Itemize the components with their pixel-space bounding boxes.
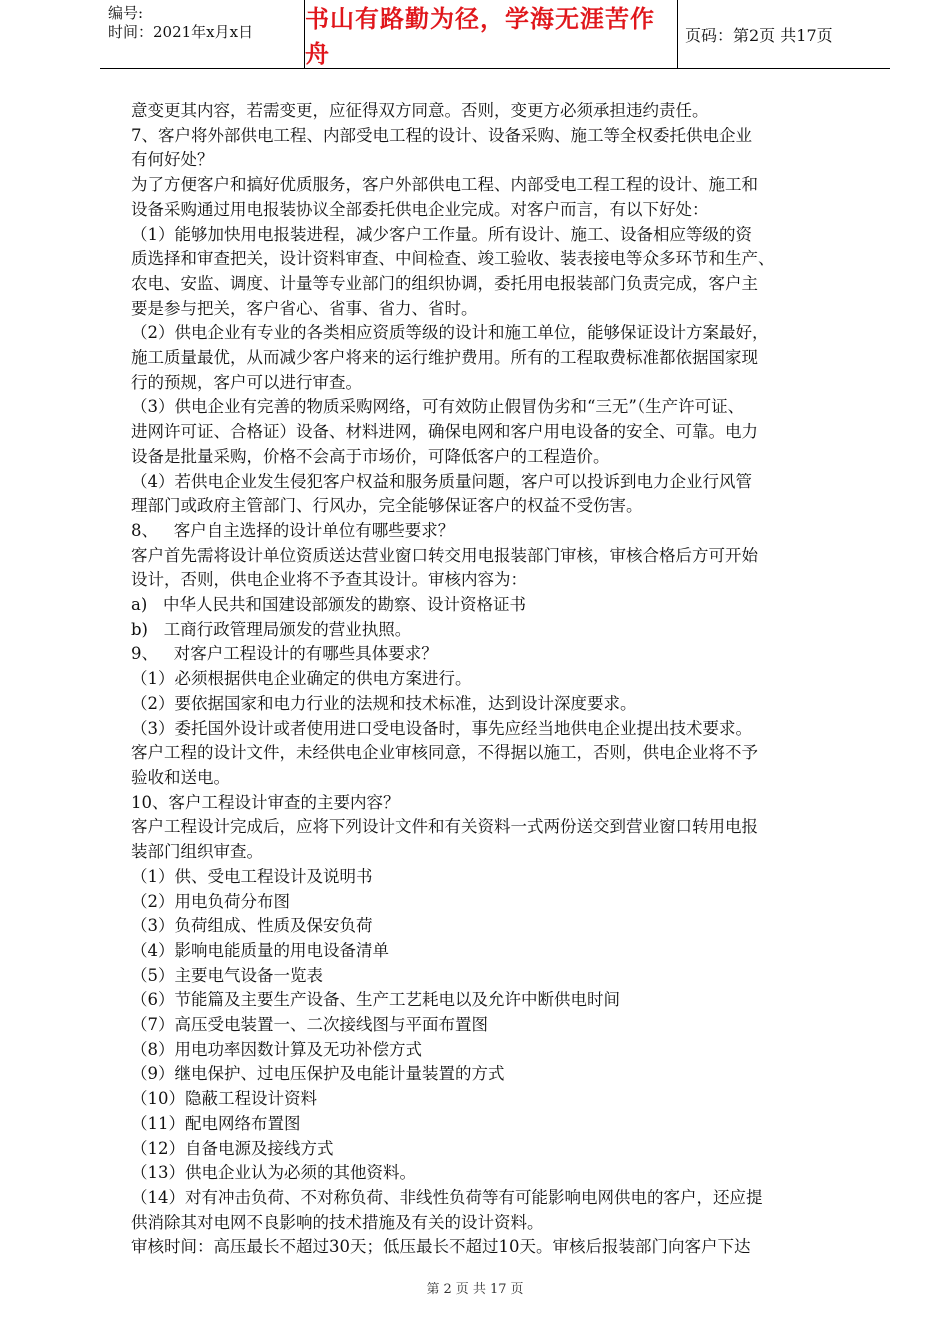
body-text-line: （1）能够加快用电报装进程，减少客户工作量。所有设计、施工、设备相应等级的资 xyxy=(131,224,752,244)
body-text-line: 8、 客户自主选择的设计单位有哪些要求？ xyxy=(131,520,455,540)
footer-page-mid: 页 共 xyxy=(455,1282,486,1297)
header-motto: 书山有路勤为径，学海无涯苦作舟 xyxy=(305,5,655,68)
header-motto-cell xyxy=(305,0,678,68)
body-text-line: 审核时间：高压最长不超过30天；低压最长不超过10天。审核后报装部门向客户下达 xyxy=(131,1237,751,1257)
body-text-line: 装部门组织审查。 xyxy=(131,842,263,862)
body-text-line: （7）高压受电装置一、二次接线图与平面布置图 xyxy=(131,1015,488,1035)
body-text-line: 质选择和审查把关，设计资料审查、中间检查、竣工验收、装表接电等众多环节和生产、 xyxy=(131,249,775,269)
body-text-line: （9）继电保护、过电压保护及电能计量装置的方式 xyxy=(131,1064,505,1084)
body-text-line: 设计，否则，供电企业将不予查其设计。审核内容为： xyxy=(131,570,527,590)
body-text-line: （13）供电企业认为必须的其他资料。 xyxy=(131,1163,416,1183)
body-text-line: （8）用电功率因数计算及无功补偿方式 xyxy=(131,1039,422,1059)
footer-page-suffix: 页 xyxy=(510,1282,524,1297)
body-text-line: （4）若供电企业发生侵犯客户权益和服务质量问题，客户可以投诉到电力企业行风管 xyxy=(131,471,752,491)
body-text-line: （1）供、受电工程设计及说明书 xyxy=(131,866,373,886)
body-text-line: （6）节能篇及主要生产设备、生产工艺耗电以及允许中断供电时间 xyxy=(131,990,620,1010)
document-time-label: 时间：2021年x月x日 xyxy=(108,23,254,41)
body-text-line: b) 工商行政管理局颁发的营业执照。 xyxy=(131,619,412,639)
body-text-line: （10）隐蔽工程设计资料 xyxy=(131,1089,317,1109)
body-text-line: 设备是批量采购，价格不会高于市场价，可降低客户的工程造价。 xyxy=(131,446,610,466)
body-text-line: 供消除其对电网不良影响的技术措施及有关的设计资料。 xyxy=(131,1212,544,1232)
footer-page-total: 17 xyxy=(489,1282,507,1297)
body-text-line: （3）供电企业有完善的物质采购网络，可有效防止假冒伪劣和“三无”（生产许可证、 xyxy=(131,397,745,417)
document-number-label: 编号: xyxy=(108,4,144,22)
header-meta xyxy=(100,0,305,68)
header-page-label: 页码：第2页 共17页 xyxy=(685,25,833,45)
body-text-line: 有何好处？ xyxy=(131,150,214,170)
body-text-line: （2）供电企业有专业的各类相应资质等级的设计和施工单位，能够保证设计方案最好， xyxy=(131,323,769,343)
body-text-line: （3）负荷组成、性质及保安负荷 xyxy=(131,916,373,936)
body-text-line: 验收和送电。 xyxy=(131,767,230,787)
body-text-line: 9、 对客户工程设计的有哪些具体要求？ xyxy=(131,644,438,664)
body-text-line: 客户首先需将设计单位资质送达营业窗口转交用电报装部门审核，审核合格后方可开始 xyxy=(131,545,758,565)
body-text-line: 要是参与把关，客户省心、省事、省力、省时。 xyxy=(131,298,478,318)
body-text-line: 设备采购通过用电报装协议全部委托供电企业完成。对客户而言，有以下好处： xyxy=(131,199,709,219)
body-text-line: 10、客户工程设计审查的主要内容？ xyxy=(131,792,400,812)
body-text-line: （4）影响电能质量的用电设备清单 xyxy=(131,940,389,960)
body-text-line: （2）要依据国家和电力行业的法规和技术标准，达到设计深度要求。 xyxy=(131,693,637,713)
body-text-line: （2）用电负荷分布图 xyxy=(131,891,290,911)
body-text-line: 农电、安监、调度、计量等专业部门的组织协调，委托用电报装部门负责完成，客户主 xyxy=(131,273,758,293)
body-text-line: 施工质量最优，从而减少客户将来的运行维护费用。所有的工程取费标准都依据国家现 xyxy=(131,348,758,368)
body-text-line: 客户工程的设计文件，未经供电企业审核同意，不得据以施工，否则，供电企业将不予 xyxy=(131,743,758,763)
body-text-line: （14）对有冲击负荷、不对称负荷、非线性负荷等有可能影响电网供电的客户，还应提 xyxy=(131,1187,763,1207)
body-text-line: 意变更其内容，若需变更，应征得双方同意。否则，变更方必须承担违约责任。 xyxy=(131,101,709,120)
body-text-line: 客户工程设计完成后，应将下列设计文件和有关资料一式两份送交到营业窗口转用电报 xyxy=(131,817,758,837)
body-text-line: 理部门或政府主管部门、行风办，完全能够保证客户的权益不受伤害。 xyxy=(131,496,643,516)
body-text-line: 7、客户将外部供电工程、内部受电工程的设计、设备采购、施工等全权委托供电企业 xyxy=(131,125,752,145)
body-text-line: （11）配电网络布置图 xyxy=(131,1113,301,1133)
page-footer xyxy=(0,1278,950,1297)
footer-page-prefix: 第 xyxy=(426,1282,440,1297)
document-body xyxy=(131,99,871,1260)
body-text-line: a) 中华人民共和国建设部颁发的勘察、设计资格证书 xyxy=(131,595,527,615)
body-text-line: （12）自备电源及接线方式 xyxy=(131,1138,334,1158)
body-text-line: 进网许可证、合格证）设备、材料进网，确保电网和客户用电设备的安全、可靠。电力 xyxy=(131,422,758,442)
body-text-line: 为了方便客户和搞好优质服务，客户外部供电工程、内部受电工程工程的设计、施工和 xyxy=(131,175,758,195)
footer-page-number: 2 xyxy=(443,1282,452,1297)
body-text-line: 行的预规，客户可以进行审查。 xyxy=(131,372,362,392)
page-header xyxy=(100,0,890,69)
body-text-line: （1）必须根据供电企业确定的供电方案进行。 xyxy=(131,669,472,689)
body-text-line: （3）委托国外设计或者使用进口受电设备时，事先应经当地供电企业提出技术要求。 xyxy=(131,718,752,738)
body-text-line: （5）主要电气设备一览表 xyxy=(131,965,323,985)
